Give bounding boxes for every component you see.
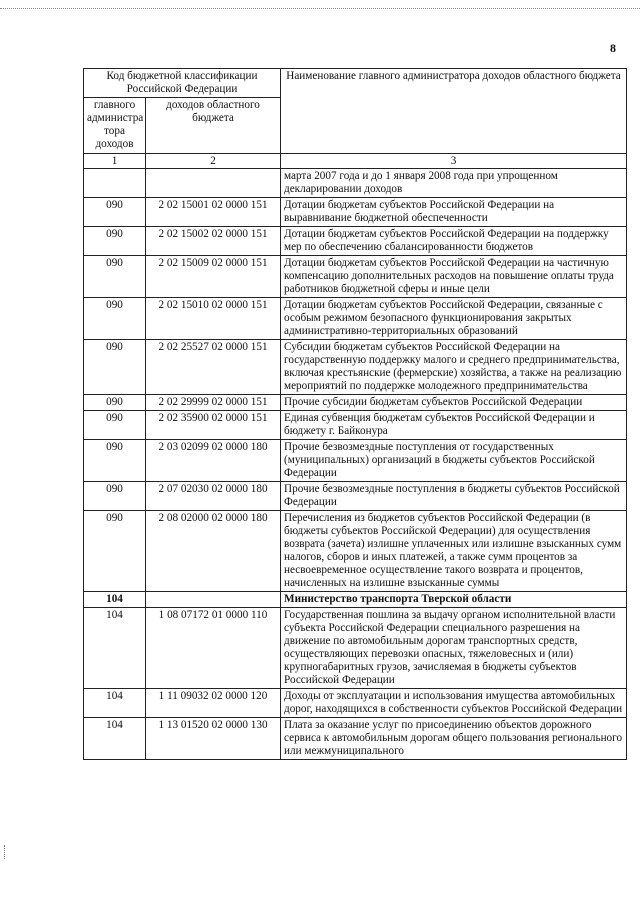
row-admin-code: 090	[84, 227, 146, 256]
row-income-code: 2 02 15009 02 0000 151	[146, 256, 281, 298]
row-name: Плата за оказание услуг по присоединению объектов дорожного сервиса к автомобильным дорогам общего пользования регионального или межмуниципального	[281, 718, 627, 760]
row-income-code	[146, 169, 281, 198]
row-income-code: 1 08 07172 01 0000 110	[146, 608, 281, 689]
table-row	[84, 411, 627, 440]
table-row	[84, 395, 627, 411]
row-name: Прочие безвозмездные поступления от государственных (муниципальных) организаций в бюджеты субъектов Российской Федерации	[281, 440, 627, 482]
row-admin-code: 090	[84, 198, 146, 227]
header-income-column: доходов областного бюджета	[146, 98, 281, 154]
header-col-number-2: 2	[146, 154, 281, 169]
table-row	[84, 511, 627, 592]
table-row	[84, 227, 627, 256]
table-row	[84, 608, 627, 689]
table-row	[84, 718, 627, 760]
table-row	[84, 256, 627, 298]
row-admin-code: 090	[84, 482, 146, 511]
row-admin-code: 090	[84, 340, 146, 395]
row-income-code: 1 13 01520 02 0000 130	[146, 718, 281, 760]
row-income-code: 2 03 02099 02 0000 180	[146, 440, 281, 482]
table-row	[84, 298, 627, 340]
row-name: Доходы от эксплуатации и использования имущества автомобильных дорог, находящихся в собственности субъектов Российской Федерации	[281, 689, 627, 718]
row-admin-code: 104	[84, 718, 146, 760]
row-name: Прочие субсидии бюджетам субъектов Российской Федерации	[281, 395, 627, 411]
row-admin-code: 090	[84, 298, 146, 340]
row-income-code: 2 02 15010 02 0000 151	[146, 298, 281, 340]
page-top-rule	[0, 8, 640, 9]
table-row	[84, 482, 627, 511]
row-name: Государственная пошлина за выдачу органом исполнительной власти субъекта Российской Федерации специального разрешения на движение по автомобильным дорогам транспортных средств, осуществляющих перевозки опасных, тяжеловесных и (или) крупногабаритных грузов, зачисляемая в бюджеты субъектов Российской Федерации	[281, 608, 627, 689]
header-col-number-1: 1	[84, 154, 146, 169]
table-row	[84, 169, 627, 198]
row-income-code: 2 02 15001 02 0000 151	[146, 198, 281, 227]
row-name: Министерство транспорта Тверской области	[281, 592, 627, 608]
row-name: Дотации бюджетам субъектов Российской Федерации на частичную компенсацию дополнительных расходов на повышение оплаты труда работников бюджетной сферы и иные цели	[281, 256, 627, 298]
table-row	[84, 689, 627, 718]
row-name: Дотации бюджетам субъектов Российской Федерации, связанные с особым режимом безопасного функционирования закрытых административно-территориальных образований	[281, 298, 627, 340]
row-name: Субсидии бюджетам субъектов Российской Федерации на государственную поддержку малого и среднего предпринимательства, включая крестьянские (фермерские) хозяйства, а также на реализацию мероприятий по поддержке молодежного предпринимательства	[281, 340, 627, 395]
row-admin-code: 104	[84, 592, 146, 608]
header-budget-classification: Код бюджетной классификации Российской Федерации	[84, 69, 281, 98]
row-income-code: 2 02 15002 02 0000 151	[146, 227, 281, 256]
row-name: Единая субвенция бюджетам субъектов Российской Федерации и бюджету г. Байконура	[281, 411, 627, 440]
page-number: 8	[610, 41, 616, 55]
table-row	[84, 198, 627, 227]
row-admin-code: 090	[84, 440, 146, 482]
row-admin-code: 104	[84, 689, 146, 718]
row-income-code: 2 02 25527 02 0000 151	[146, 340, 281, 395]
table-row	[84, 340, 627, 395]
table-row	[84, 440, 627, 482]
row-admin-code: 090	[84, 395, 146, 411]
row-admin-code: 090	[84, 256, 146, 298]
table-body	[84, 169, 627, 760]
row-name: марта 2007 года и до 1 января 2008 года при упрощенном декларировании доходов	[281, 169, 627, 198]
table-row	[84, 592, 627, 608]
row-name: Прочие безвозмездные поступления в бюджеты субъектов Российской Федерации	[281, 482, 627, 511]
row-income-code: 2 08 02000 02 0000 180	[146, 511, 281, 592]
revenue-administrators-table	[83, 68, 627, 760]
row-income-code	[146, 592, 281, 608]
row-admin-code	[84, 169, 146, 198]
row-name: Дотации бюджетам субъектов Российской Федерации на поддержку мер по обеспечению сбалансированности бюджетов	[281, 227, 627, 256]
row-income-code: 1 11 09032 02 0000 120	[146, 689, 281, 718]
margin-mark	[4, 845, 6, 859]
row-income-code: 2 02 35900 02 0000 151	[146, 411, 281, 440]
row-admin-code: 104	[84, 608, 146, 689]
row-income-code: 2 02 29999 02 0000 151	[146, 395, 281, 411]
row-name: Перечисления из бюджетов субъектов Российской Федерации (в бюджеты субъектов Российской Федерации) для осуществления возврата (зачета) излишне уплаченных или излишне взысканных сумм налогов, сборов и иных платежей, а также сумм процентов за несвоевременное осуществление такого возврата и процентов, начисленных на излишне взысканные суммы	[281, 511, 627, 592]
header-name-column: Наименование главного администратора доходов областного бюджета	[281, 69, 627, 154]
header-admin-column: главного администра тора доходов	[84, 98, 146, 154]
row-admin-code: 090	[84, 411, 146, 440]
header-col-number-3: 3	[281, 154, 627, 169]
row-name: Дотации бюджетам субъектов Российской Федерации на выравнивание бюджетной обеспеченности	[281, 198, 627, 227]
row-admin-code: 090	[84, 511, 146, 592]
row-income-code: 2 07 02030 02 0000 180	[146, 482, 281, 511]
